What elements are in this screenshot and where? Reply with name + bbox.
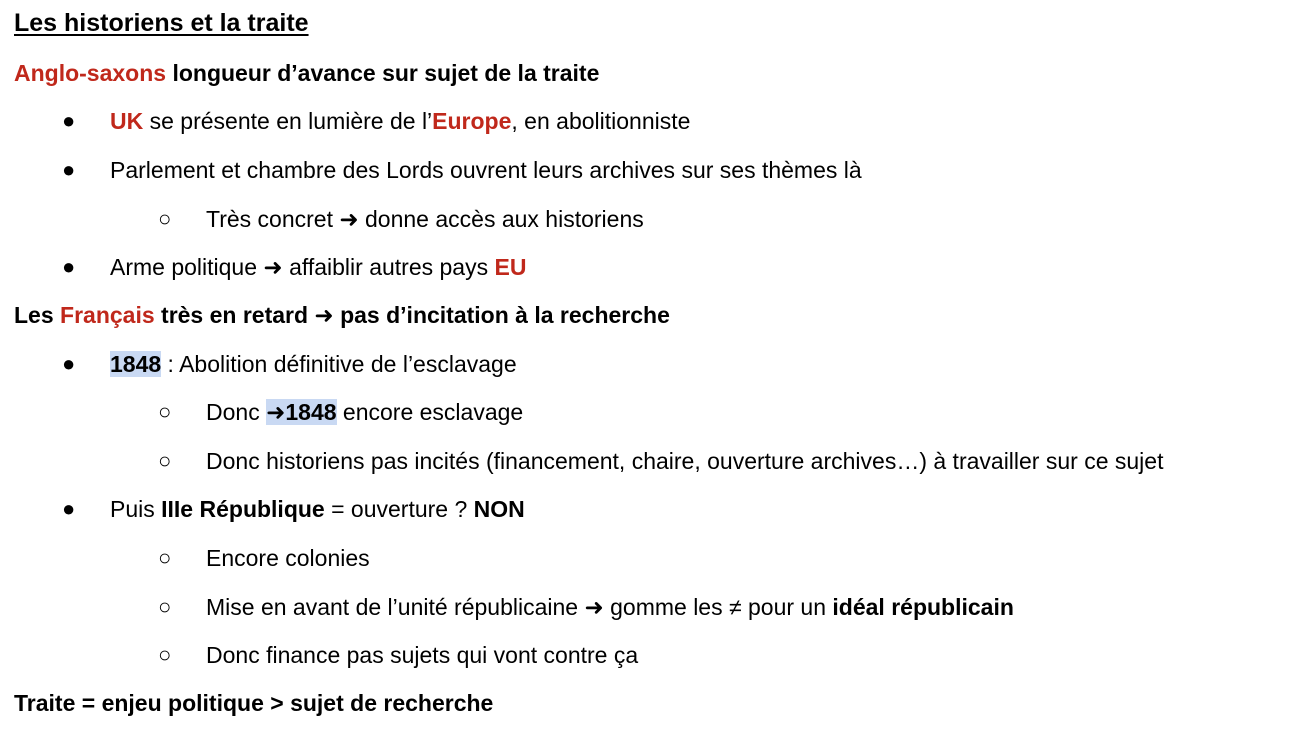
subitem-text: Mise en avant de l’unité républicaine ➜ gomme les ≠ pour un	[206, 594, 833, 620]
bullet-icon: ●	[62, 496, 76, 521]
heading-keyword: Français	[60, 302, 155, 328]
subitem-text: Donc	[206, 399, 267, 425]
hollow-bullet-icon: ○	[158, 642, 172, 667]
hollow-bullet-icon: ○	[158, 399, 172, 424]
subitem-text: Donc historiens pas incités (financement, chaire, ouverture archives…) à travailler sur ce sujet	[206, 448, 1164, 474]
section-heading-anglo-saxons	[14, 58, 599, 88]
item-text: Parlement et chambre des Lords ouvrent leurs archives sur ses thèmes là	[110, 157, 862, 183]
keyword-non: NON	[473, 496, 525, 522]
subitem-text: Donc finance pas sujets qui vont contre ça	[206, 642, 639, 668]
item-text: se présente en lumière de l’	[143, 108, 433, 134]
hollow-bullet-icon: ○	[158, 206, 172, 231]
item-text: Arme politique ➜ affaiblir autres pays	[110, 254, 495, 280]
hollow-bullet-icon: ○	[158, 448, 172, 473]
hollow-bullet-icon: ○	[158, 594, 172, 619]
highlighted-date: ➜1848	[266, 399, 337, 425]
bullet-icon: ●	[62, 254, 76, 279]
bullet-icon: ●	[62, 351, 76, 376]
heading-text: Les	[14, 302, 61, 328]
subitem-text: encore esclavage	[336, 399, 524, 425]
subitem-text: Encore colonies	[206, 545, 370, 571]
page-title: Les historiens et la traite	[14, 9, 309, 37]
heading-text: très en retard ➜ pas d’incitation à la recherche	[154, 302, 670, 328]
conclusion-line: Traite = enjeu politique > sujet de recherche	[14, 690, 494, 716]
bullet-icon: ●	[62, 108, 76, 133]
keyword-eu: EU	[494, 254, 527, 280]
item-text: = ouverture ?	[324, 496, 474, 522]
highlighted-date: 1848	[110, 351, 162, 377]
item-text: , en abolitionniste	[511, 108, 691, 134]
section-heading-francais	[14, 300, 670, 330]
item-text: : Abolition définitive de l’esclavage	[161, 351, 517, 377]
item-text: Puis	[110, 496, 162, 522]
keyword-ideal: idéal républicain	[832, 594, 1014, 620]
keyword-republique: IIIe République	[161, 496, 325, 522]
heading-keyword: Anglo-saxons	[14, 60, 167, 86]
bullet-icon: ●	[62, 157, 76, 182]
heading-text: longueur d’avance sur sujet de la traite	[166, 60, 600, 86]
subitem-text: Très concret ➜ donne accès aux historiens	[206, 206, 644, 232]
keyword-uk: UK	[110, 108, 144, 134]
keyword-europe: Europe	[432, 108, 512, 134]
hollow-bullet-icon: ○	[158, 545, 172, 570]
